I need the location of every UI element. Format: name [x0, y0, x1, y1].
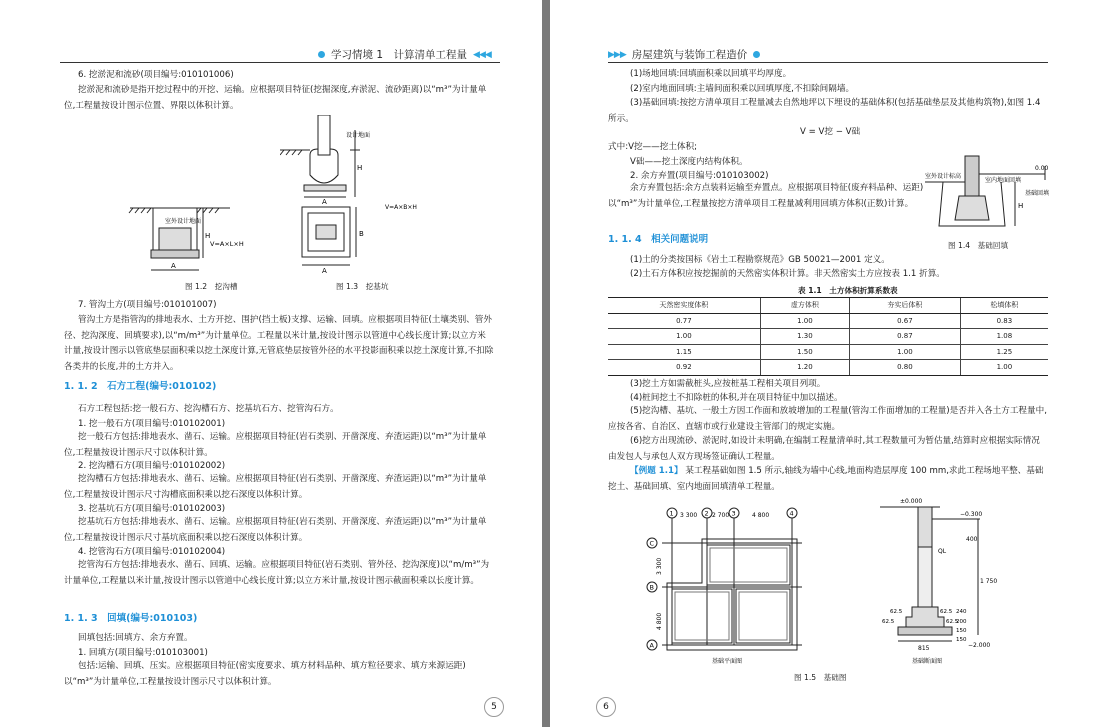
example-1-1: [608, 464, 1048, 495]
axis-2: 2: [704, 509, 709, 518]
table-cell: 1.30: [760, 329, 849, 345]
q6: (6)挖方出现流砂、淤泥时,如设计未明确,在编制工程量清单时,其工程数量可为暂估量,结算时应根据实际情况由发包人与承包人双方现场签证确认工程量。: [608, 436, 1040, 462]
page-gutter: [542, 0, 550, 727]
right-running-header: [608, 47, 760, 62]
sec-label-1: −0.300: [960, 511, 983, 518]
table-header: 夯实后体积: [850, 298, 961, 314]
table-cell: 0.80: [850, 360, 961, 376]
fig14-base-label: 基础回填: [1025, 190, 1050, 197]
fig13-formula: V=A×B×H: [385, 204, 417, 211]
figure-1-5-section: [870, 495, 1010, 667]
sec-label-150b: 150: [956, 637, 967, 643]
table-cell: 1.20: [760, 360, 849, 376]
sec-label-62-5d: 62.5: [946, 619, 959, 625]
fig12-formula: V=A×L×H: [210, 240, 244, 248]
table-cell: 1.25: [960, 344, 1048, 360]
st3-title: 3. 挖基坑石方(项目编号:010102003): [78, 504, 226, 514]
st3-text: 挖基坑石方包括:排地表水、凿石、运输。应根据项目特征(岩石类别、开凿深度、弃渣运距)以“m³”为计量单位,工程量按设计图示尺寸基坑底面积乘以挖石深度以体积计算。: [64, 517, 487, 543]
sec-label-qL: QL: [938, 548, 947, 555]
plan-caption: 基础平面图: [712, 658, 743, 665]
section-1-1-3: 1. 1. 3 回填(编号:010103): [64, 613, 198, 624]
fig12-caption: 图 1.2 挖沟槽: [185, 282, 238, 291]
fig14-in-label: 室内地面回填: [985, 177, 1022, 184]
page-number-right: 6: [596, 697, 616, 717]
table-cell: 0.67: [850, 313, 961, 329]
table-cell: 0.92: [608, 360, 760, 376]
left-running-header: [318, 47, 491, 62]
left-header-text: 学习情境 1 计算清单工程量: [331, 49, 468, 61]
table-1-1: [608, 297, 1048, 376]
sec-label-1750: 1 750: [980, 578, 998, 585]
dim-4800: 4 800: [752, 512, 770, 519]
fig14-H: H: [1018, 202, 1024, 210]
fig13-H: H: [357, 164, 363, 172]
fill-intro: 回填包括:回填方、余方弃置。: [78, 633, 193, 643]
fig14-caption: 图 1.4 基础回填: [948, 241, 1009, 250]
section-1-1-2: 1. 1. 2 石方工程(编号:010102): [64, 381, 217, 392]
s6-text: 挖淤泥和流砂是指开挖过程中的开挖、运输。应根据项目特征(挖掘深度,弃淤泥、流砂距离)以“m³”为计量单位,工程量按设计图示位置、界限以体积计算。: [64, 85, 487, 111]
right-page: [550, 0, 1100, 727]
axis-1: 1: [669, 509, 674, 518]
sec-label-150a: 150: [956, 628, 967, 634]
table-cell: 0.83: [960, 313, 1048, 329]
sec-label-400: 400: [966, 536, 978, 543]
fig13-A-top: A: [322, 198, 327, 206]
table-row: [608, 360, 1048, 376]
dim-3300: 3 300: [680, 512, 698, 519]
fig13-B: B: [359, 230, 364, 238]
axis-A: A: [649, 641, 654, 650]
s6-title: 6. 挖淤泥和流砂(项目编号:010101006): [78, 70, 234, 80]
s7-title: 7. 管沟土方(项目编号:010101007): [78, 300, 217, 310]
stone-intro: 石方工程包括:挖一般石方、挖沟槽石方、挖基坑石方、挖管沟石方。: [78, 404, 339, 414]
q4: (4)桩间挖土不扣除桩的体积,并在项目特征中加以描述。: [630, 393, 843, 403]
sec-label-neg2000: −2.000: [968, 642, 991, 649]
dim-2700: 2 700: [712, 512, 730, 519]
figure-1-4-backfill: [925, 150, 1060, 240]
st2-title: 2. 挖沟槽石方(项目编号:010102002): [78, 461, 226, 471]
axis-C: C: [649, 539, 655, 548]
header-arrows-icon: ◀◀◀: [473, 49, 491, 60]
p2: (2)室内地面回填:主墙间面积乘以回填厚度,不扣除间隔墙。: [630, 84, 855, 94]
table-cell: 0.77: [608, 313, 760, 329]
sec-label-62-5b: 62.5: [940, 609, 953, 615]
header-dot-right-icon: [753, 51, 760, 58]
formula-where: 式中:V挖——挖土体积;: [608, 142, 698, 152]
fig15-caption: 图 1.5 基础图: [794, 673, 847, 682]
right-header-rule: [608, 62, 1048, 63]
example-text: 某工程基础如图 1.5 所示,轴线为墙中心线,地面构造层厚度 100 mm,求此工程场地平整、基础挖土、基础回填、室内地面回填清单工程量。: [608, 466, 1044, 492]
sec-label-62-5c: 62.5: [882, 619, 895, 625]
q1: (1)土的分类按国标《岩土工程勘察规范》GB 50021—2001 定义。: [630, 255, 890, 265]
table-row: [608, 313, 1048, 329]
figure-1-3-pit: [280, 115, 450, 275]
sec-label-815: 815: [918, 645, 930, 652]
table-cell: 0.87: [850, 329, 961, 345]
axis-B: B: [649, 583, 654, 592]
p1: (1)场地回填:回填面积乘以回填平均厚度。: [630, 69, 792, 79]
st2-text: 挖沟槽石方包括:排地表水、凿石、运输。应根据项目特征(岩石类别、开凿深度、弃渣运距)以“m³”为计量单位,工程量按设计图示尺寸沟槽底面积乘以挖石深度以体积计算。: [64, 474, 487, 500]
volume-formula: V = V挖 − V础: [800, 127, 861, 137]
q2: (2)土石方体积应按挖掘前的天然密实体积计算。非天然密实土方应按表 1.1 折算。: [630, 269, 945, 279]
table-1-1-title: 表 1.1 土方体积折算系数表: [798, 286, 898, 295]
table-cell: 1.50: [760, 344, 849, 360]
st1-title: 1. 挖一般石方(项目编号:010102001): [78, 419, 226, 429]
left-page: [0, 0, 542, 727]
fig12-ground-label: 室外设计地面: [165, 218, 202, 225]
dim-left-4800: 4 800: [656, 612, 663, 630]
dim-left-3300: 3 300: [656, 557, 663, 575]
st4-title: 4. 挖管沟石方(项目编号:010102004): [78, 547, 226, 557]
table-cell: 1.00: [760, 313, 849, 329]
figure-1-5-plan: [642, 505, 852, 665]
sec-label-200: 200: [956, 619, 967, 625]
yu-text: 余方弃置包括:余方点装料运输至弃置点。应根据项目特征(废弃料品种、运距)以“m³”为计量单位,工程量按挖方清单项目工程量减利用回填方体积(正数)计算。: [608, 183, 924, 209]
left-header-rule: [60, 62, 500, 63]
section-caption: 基础断面图: [912, 658, 943, 665]
sec-label-0: ±0.000: [900, 498, 923, 505]
fig13-ground-label: 设计地面: [346, 132, 371, 139]
example-label: 【例题 1.1】: [630, 466, 683, 476]
fill1-title: 1. 回填方(项目编号:010103001): [78, 648, 208, 658]
formula-where2: V础——挖土深度内结构体积。: [630, 157, 748, 167]
table-row: [608, 329, 1048, 345]
st1-text: 挖一般石方包括:排地表水、凿石、运输。应根据项目特征(岩石类别、开凿深度、弃渣运距)以“m³”为计量单位,工程量按设计图示尺寸以体积计算。: [64, 432, 487, 458]
p3: (3)基础回填:按挖方清单项目工程量减去自然地坪以下埋设的基础体积(包括基础垫层及其他构筑物),如图 1.4 所示。: [608, 98, 1041, 124]
yu-title: 2. 余方弃置(项目编号:010103002): [630, 171, 769, 181]
table-row: [608, 344, 1048, 360]
fig12-H: H: [205, 232, 211, 240]
page-number-left: 5: [484, 697, 504, 717]
section-1-1-4: 1. 1. 4 相关问题说明: [608, 234, 709, 245]
fig14-out-label: 室外设计标高: [925, 173, 962, 180]
right-header-text: 房屋建筑与装饰工程造价: [631, 49, 748, 61]
axis-4: 4: [789, 509, 794, 518]
sec-label-62-5a: 62.5: [890, 609, 903, 615]
st4-text: 挖管沟石方包括:排地表水、凿石、回填、运输。应根据项目特征(岩石类别、管外径、挖沟深度)以“m/m³”为计量单位,工程量以米计量,按设计图示以管道中心线长度计算;以立方米计量,按设计图示截面积乘以长度计算。: [64, 560, 490, 586]
table-header: 天然密实度体积: [608, 298, 760, 314]
axis-3: 3: [731, 509, 736, 518]
table-cell: 1.00: [608, 329, 760, 345]
sec-label-240: 240: [956, 609, 967, 615]
table-cell: 1.08: [960, 329, 1048, 345]
fig14-zero: 0.00: [1035, 165, 1049, 172]
s7-text: 管沟土方是指管沟的排地表水、土方开挖、围护(挡土板)支撑、运输、回填。应根据项目特征(土壤类别、管外径、挖沟深度、回填要求),以“m/m³”为计量单位。工程量以米计量,按设计图示以管道中心线长度计算;以立方米计量,按设计图示以管底垫层面积乘以挖土深度计算,无管底垫层按管外径的水平投影面积乘以挖土深度计算,不扣除各类井的长度,井的土方并入。: [64, 315, 494, 372]
fig12-A: A: [171, 262, 176, 270]
table-cell: 1.00: [960, 360, 1048, 376]
header-arrows-right-icon: ▶▶▶: [608, 49, 626, 60]
q5: (5)挖沟槽、基坑、一般土方因工作面和放坡增加的工程量(管沟工作面增加的工程量)是否并入各土方工程量中,应按各省、自治区、直辖市或行业建设主管部门的规定实施。: [608, 406, 1047, 432]
fill1-text: 包括:运输、回填、压实。应根据项目特征(密实度要求、填方材料品种、填方粒径要求、填方来源运距)以“m³”为计量单位,工程量按设计图示尺寸以体积计算。: [64, 661, 466, 687]
table-header: 虚方体积: [760, 298, 849, 314]
fig13-A-bottom: A: [322, 267, 327, 275]
q3: (3)挖土方如需截桩头,应按桩基工程相关项目列项。: [630, 379, 826, 389]
table-header: 松填体积: [960, 298, 1048, 314]
fig13-caption: 图 1.3 挖基坑: [336, 282, 389, 291]
header-dot-icon: [318, 51, 325, 58]
table-cell: 1.15: [608, 344, 760, 360]
table-cell: 1.00: [850, 344, 961, 360]
